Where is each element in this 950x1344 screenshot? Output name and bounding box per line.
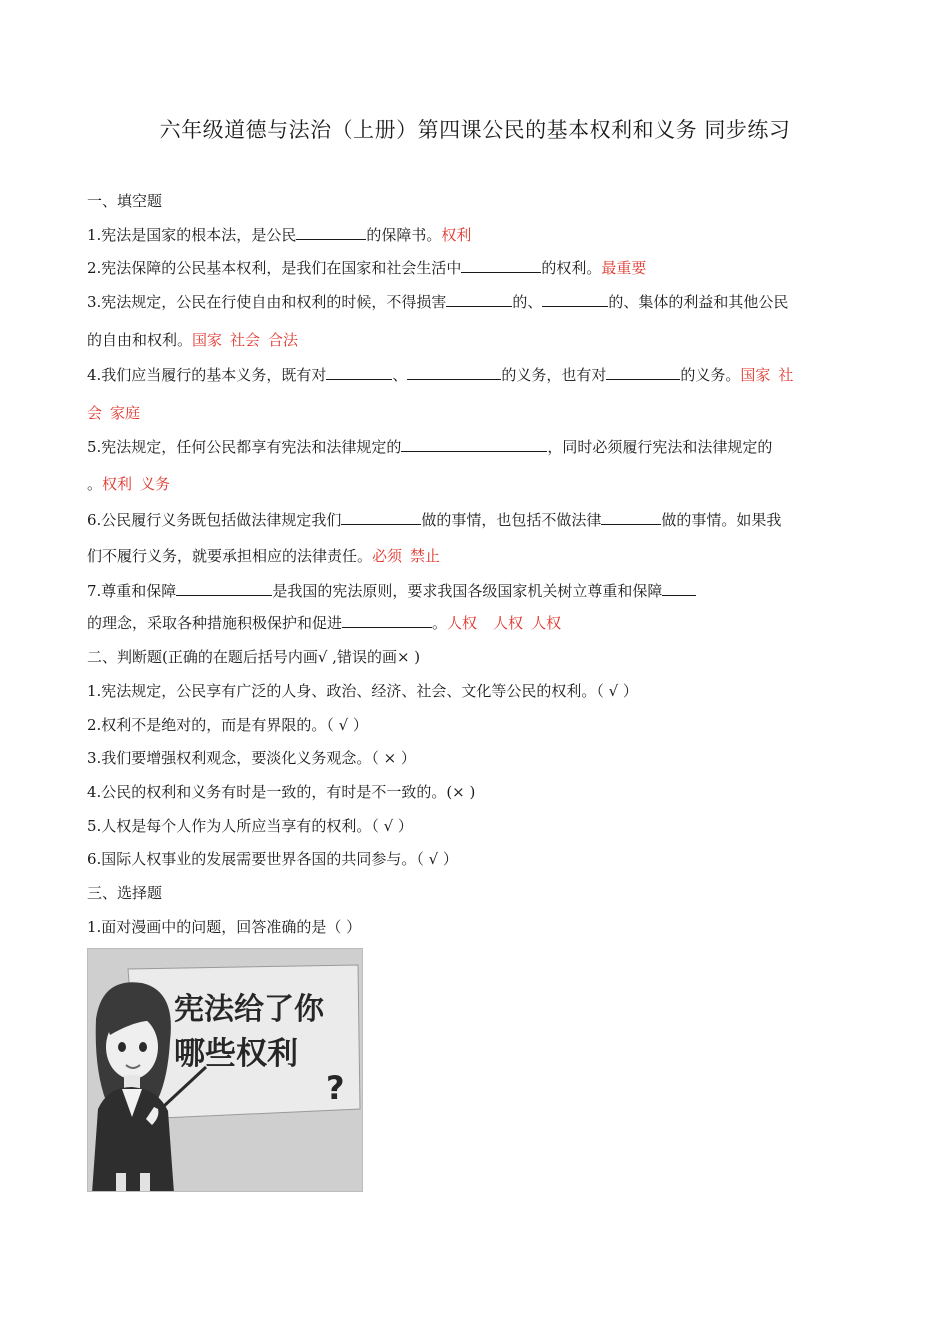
q5-answer-1: 权利 (102, 475, 133, 493)
q4-answer-1: 国家 (740, 366, 771, 384)
q6-text-a: 6.公民履行义务既包括做法律规定我们 (87, 511, 342, 529)
fill-question-7-line2 (87, 613, 867, 633)
section-heading-judge: 二、判断题(正确的在题后括号内画√ ,错误的画× ) (87, 648, 421, 666)
q1-blank (296, 225, 366, 240)
q3-blank-2 (542, 292, 608, 307)
q7-answer-2: 人权 (493, 614, 524, 632)
choice-question-1: 1.面对漫画中的问题，回答准确的是（ ） (87, 918, 362, 936)
section-heading-choice: 三、选择题 (87, 884, 163, 902)
q7-blank-1 (176, 581, 272, 596)
q7-text-d: 。 (432, 614, 448, 632)
q4-text-b: 、 (392, 366, 408, 384)
q1-text-b: 的保障书。 (366, 226, 442, 244)
q5-text-b: ，同时必须履行宪法和法律规定的 (547, 438, 773, 456)
q7-text-a: 7.尊重和保障 (87, 582, 177, 600)
q7-answer-1: 人权 (447, 614, 478, 632)
section-heading-fill-in: 一、填空题 (87, 192, 163, 210)
q3-text-a: 3.宪法规定，公民在行使自由和权利的时候，不得损害 (87, 293, 447, 311)
fill-question-6-line2 (87, 546, 867, 566)
page-title: 六年级道德与法治（上册）第四课公民的基本权利和义务 同步练习 (159, 118, 791, 142)
fill-question-3-line2 (87, 330, 867, 350)
judge-item-2: 2.权利不是绝对的，而是有界限的。（ √ ） (87, 716, 368, 734)
q4-text-d: 的义务。 (680, 366, 741, 384)
q2-text-b: 的权利。 (541, 259, 602, 277)
comic-image (87, 948, 363, 1192)
q4-text-a: 4.我们应当履行的基本义务，既有对 (87, 366, 327, 384)
q4-text-c: 的义务，也有对 (501, 366, 607, 384)
comic-question-mark: ? (326, 1069, 345, 1107)
judge-item-5: 5.人权是每个人作为人所应当享有的权利。（ √ ） (87, 817, 413, 835)
q3-text-b: 的、 (512, 293, 543, 311)
q3-blank-1 (446, 292, 512, 307)
q7-blank-2 (662, 581, 696, 596)
q4-blank-3 (606, 365, 680, 380)
q2-blank (461, 258, 541, 273)
fill-question-7-line1 (87, 581, 867, 601)
q4-blank-1 (326, 365, 392, 380)
q3-answer-2: 社会 (230, 331, 261, 349)
q2-text-a: 2.宪法保障的公民基本权利，是我们在国家和社会生活中 (87, 259, 462, 277)
judge-item-3: 3.我们要增强权利观念，要淡化义务观念。（ × ） (87, 749, 416, 767)
q4-blank-2 (407, 365, 501, 380)
comic-text-line1: 宪法给了你 (174, 992, 324, 1027)
judge-item-1: 1.宪法规定，公民享有广泛的人身、政治、经济、社会、文化等公民的权利。（ √ ） (87, 682, 638, 700)
q4-answer-2b: 会 (87, 404, 103, 422)
q4-answer-2a: 社 (778, 366, 794, 384)
q3-answer-3: 合法 (268, 331, 299, 349)
q7-answer-3: 人权 (531, 614, 562, 632)
q6-blank-2 (601, 510, 661, 525)
q6-text-d: 们不履行义务，就要承担相应的法律责任。 (87, 547, 373, 565)
q5-text-c: 。 (87, 475, 103, 493)
judge-item-4: 4.公民的权利和义务有时是一致的，有时是不一致的。(× ) (87, 783, 476, 801)
q5-answer-2: 义务 (140, 475, 171, 493)
q6-text-c: 做的事情。如果我 (661, 511, 782, 529)
q3-text-c: 的、集体的利益和其他公民 (608, 293, 789, 311)
q1-answer: 权利 (441, 226, 472, 244)
fill-question-1 (87, 225, 867, 245)
q6-blank-1 (341, 510, 421, 525)
fill-question-2 (87, 258, 867, 278)
q6-answer-1: 必须 (372, 547, 403, 565)
q6-text-b: 做的事情，也包括不做法律 (421, 511, 602, 529)
q1-text-a: 1.宪法是国家的根本法，是公民 (87, 226, 297, 244)
fill-question-5-line2 (87, 474, 867, 494)
q7-blank-3 (342, 613, 432, 628)
q4-answer-3: 家庭 (110, 404, 141, 422)
fill-question-4-line1 (87, 365, 867, 385)
q3-answer-1: 国家 (192, 331, 223, 349)
q5-text-a: 5.宪法规定，任何公民都享有宪法和法律规定的 (87, 438, 402, 456)
q3-text-d: 的自由和权利。 (87, 331, 193, 349)
comic-text-line2: 哪些权利 (174, 1036, 298, 1072)
fill-question-4-line2 (87, 403, 867, 423)
judge-item-6: 6.国际人权事业的发展需要世界各国的共同参与。（ √ ） (87, 850, 458, 868)
q7-text-b: 是我国的宪法原则，要求我国各级国家机关树立尊重和保障 (272, 582, 663, 600)
fill-question-3-line1 (87, 292, 867, 312)
q2-answer: 最重要 (601, 259, 647, 277)
q7-text-c: 的理念，采取各种措施积极保护和促进 (87, 614, 343, 632)
fill-question-5-line1 (87, 437, 867, 457)
q6-answer-2: 禁止 (410, 547, 441, 565)
q5-blank-1 (401, 437, 547, 452)
fill-question-6-line1 (87, 510, 867, 530)
